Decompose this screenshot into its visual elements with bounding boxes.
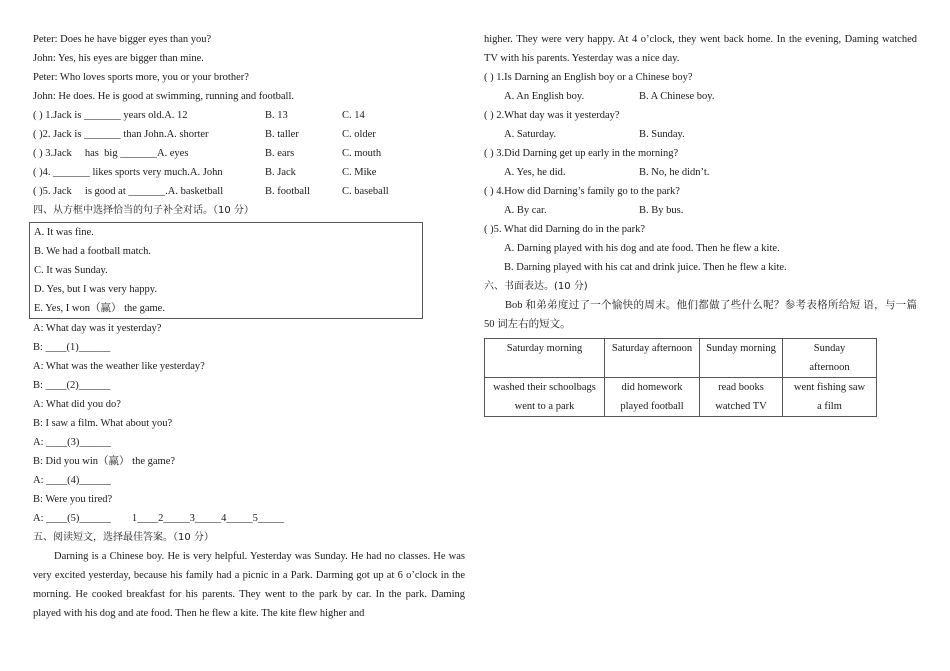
option-b: B. football [265,186,310,197]
table-cell [605,378,700,417]
question-stem: ( ) 3.Jack has big _______A. eyes [33,148,189,159]
cell-text: Sunday [813,343,846,354]
option-c: C. baseball [342,186,389,197]
cell-text: read books [718,382,764,393]
question-stem: ( )4. _______ likes sports very much.A. John [33,167,223,178]
answer-options [484,87,917,106]
writing-prompt: Bob 和弟弟度过了一个愉快的周末。他们都做了些什么呢？参考表格所给短 语，与一篇 50 词左右的短文。 [484,300,917,330]
answer-options [484,163,917,182]
option-a: A. An English boy. [504,91,585,102]
dialogue-line: B: ____(2)______ [33,380,111,391]
cell-text: went to a park [514,401,575,412]
option-a: A. Yes, he did. [504,167,566,178]
reading-question: ( )5. What did Darning do in the park? [484,224,646,235]
option-b: B. taller [265,129,299,140]
options-box [29,222,423,319]
cell-text: watched TV [715,401,767,412]
table-cell [783,339,877,378]
reading-question: ( ) 1.Is Darning an English boy or a Chinese boy? [484,72,693,83]
option-c: C. mouth [342,148,382,159]
right-column [484,30,917,417]
box-option: E. Yes, I won（赢） the game. [34,303,165,314]
option-b: B. Sunday. [639,129,685,140]
cell-text: played football [620,401,684,412]
question-stem: ( )2. Jack is _______ than John.A. shorter [33,129,209,140]
box-option: A. It was fine. [34,227,94,238]
section-5-title: 五、阅读短文，选择最佳答案。（10 分） [33,532,214,543]
cell-text: washed their schoolbags [493,382,596,393]
dialogue-line: A: What did you do? [33,399,121,410]
dialogue-line: B: Did you win（赢） the game? [33,456,176,467]
mc-question-3 [33,144,465,163]
section-6-title: 六、书面表达。(10 分) [484,281,588,292]
mc-question-1 [33,106,465,125]
cell-text: afternoon [809,362,850,373]
dialogue-line: John: He does. He is good at swimming, running and football. [33,91,295,102]
question-stem: ( )5. Jack is good at _______.A. basketball [33,186,224,197]
option-b: B. 13 [265,110,288,121]
answer-line: A: ____(5)______ 1____2_____3_____4_____5_____ [33,513,285,524]
option-b: B. By bus. [639,205,684,216]
box-option: D. Yes, but I was very happy. [34,284,157,295]
mc-question-5 [33,182,465,201]
left-column [33,30,465,623]
dialogue-line: A: What day was it yesterday? [33,323,162,334]
option-c: C. 14 [342,110,365,121]
dialogue-line: A: ____(3)______ [33,437,111,448]
reading-question: ( ) 4.How did Darning’s family go to the park? [484,186,680,197]
box-option: B. We had a football match. [34,246,152,257]
box-option: C. It was Sunday. [34,265,108,276]
table-header-row [485,339,877,378]
dialogue-line: A: ____(4)______ [33,475,111,486]
option-b: B. Jack [265,167,296,178]
reading-question: ( ) 2.What day was it yesterday? [484,110,620,121]
table-row [485,378,877,417]
cell-text: Saturday morning [506,343,583,354]
option-b: B. Darning played with his cat and drink juice. Then he flew a kite. [504,262,787,273]
cell-text: Sunday morning [706,343,776,354]
question-stem: ( ) 1.Jack is _______ years old.A. 12 [33,110,188,121]
mc-question-2 [33,125,465,144]
cell-text: went fishing saw [793,382,866,393]
cell-text: did homework [621,382,683,393]
dialogue-line: Peter: Who loves sports more, you or your brother? [33,72,249,83]
cell-text: Saturday afternoon [611,343,693,354]
option-b: B. A Chinese boy. [639,91,715,102]
section-4-title: 四、从方框中选择恰当的句子补全对话。（10 分） [33,205,254,216]
option-a: A. By car. [504,205,547,216]
option-b: B. No, he didn’t. [639,167,710,178]
option-c: C. older [342,129,376,140]
dialogue-line: John: Yes, his eyes are bigger than mine. [33,53,204,64]
reading-passage: Darning is a Chinese boy. He is very helpful. Yesterday was Sunday. He had no classes. He was very excited yesterday, because his family had a picnic in a Park. Darming got up at 6 o’clock in the morning. He cooked breakfast for his parents. They went to the park by car. In the park. Daming played with his dog and ate food. Then he flew a kite. The kite flew higher and [33,551,465,619]
table-cell [700,339,783,378]
dialogue-line: B: Were you tired? [33,494,113,505]
option-a: A. Darning played with his dog and ate food. Then he flew a kite. [504,243,780,254]
reading-passage-continued: higher. They were very happy. At 4 o’clock, they went back home. In the evening, Daming watched TV with his parents. Yesterday was a nice day. [484,34,917,64]
option-b: B. ears [265,148,295,159]
cell-text: a film [817,401,842,412]
table-cell [485,378,605,417]
table-cell [485,339,605,378]
dialogue-line: B: ____(1)______ [33,342,111,353]
option-a: A. Saturday. [504,129,557,140]
activity-table [484,338,877,417]
table-cell [605,339,700,378]
dialogue-line: B: I saw a film. What about you? [33,418,173,429]
mc-question-4 [33,163,465,182]
dialogue-line: Peter: Does he have bigger eyes than you? [33,34,212,45]
reading-question: ( ) 3.Did Darning get up early in the morning? [484,148,679,159]
table-cell [700,378,783,417]
answer-options [484,201,917,220]
option-c: C. Mike [342,167,377,178]
answer-options [484,125,917,144]
table-cell [783,378,877,417]
dialogue-line: A: What was the weather like yesterday? [33,361,205,372]
